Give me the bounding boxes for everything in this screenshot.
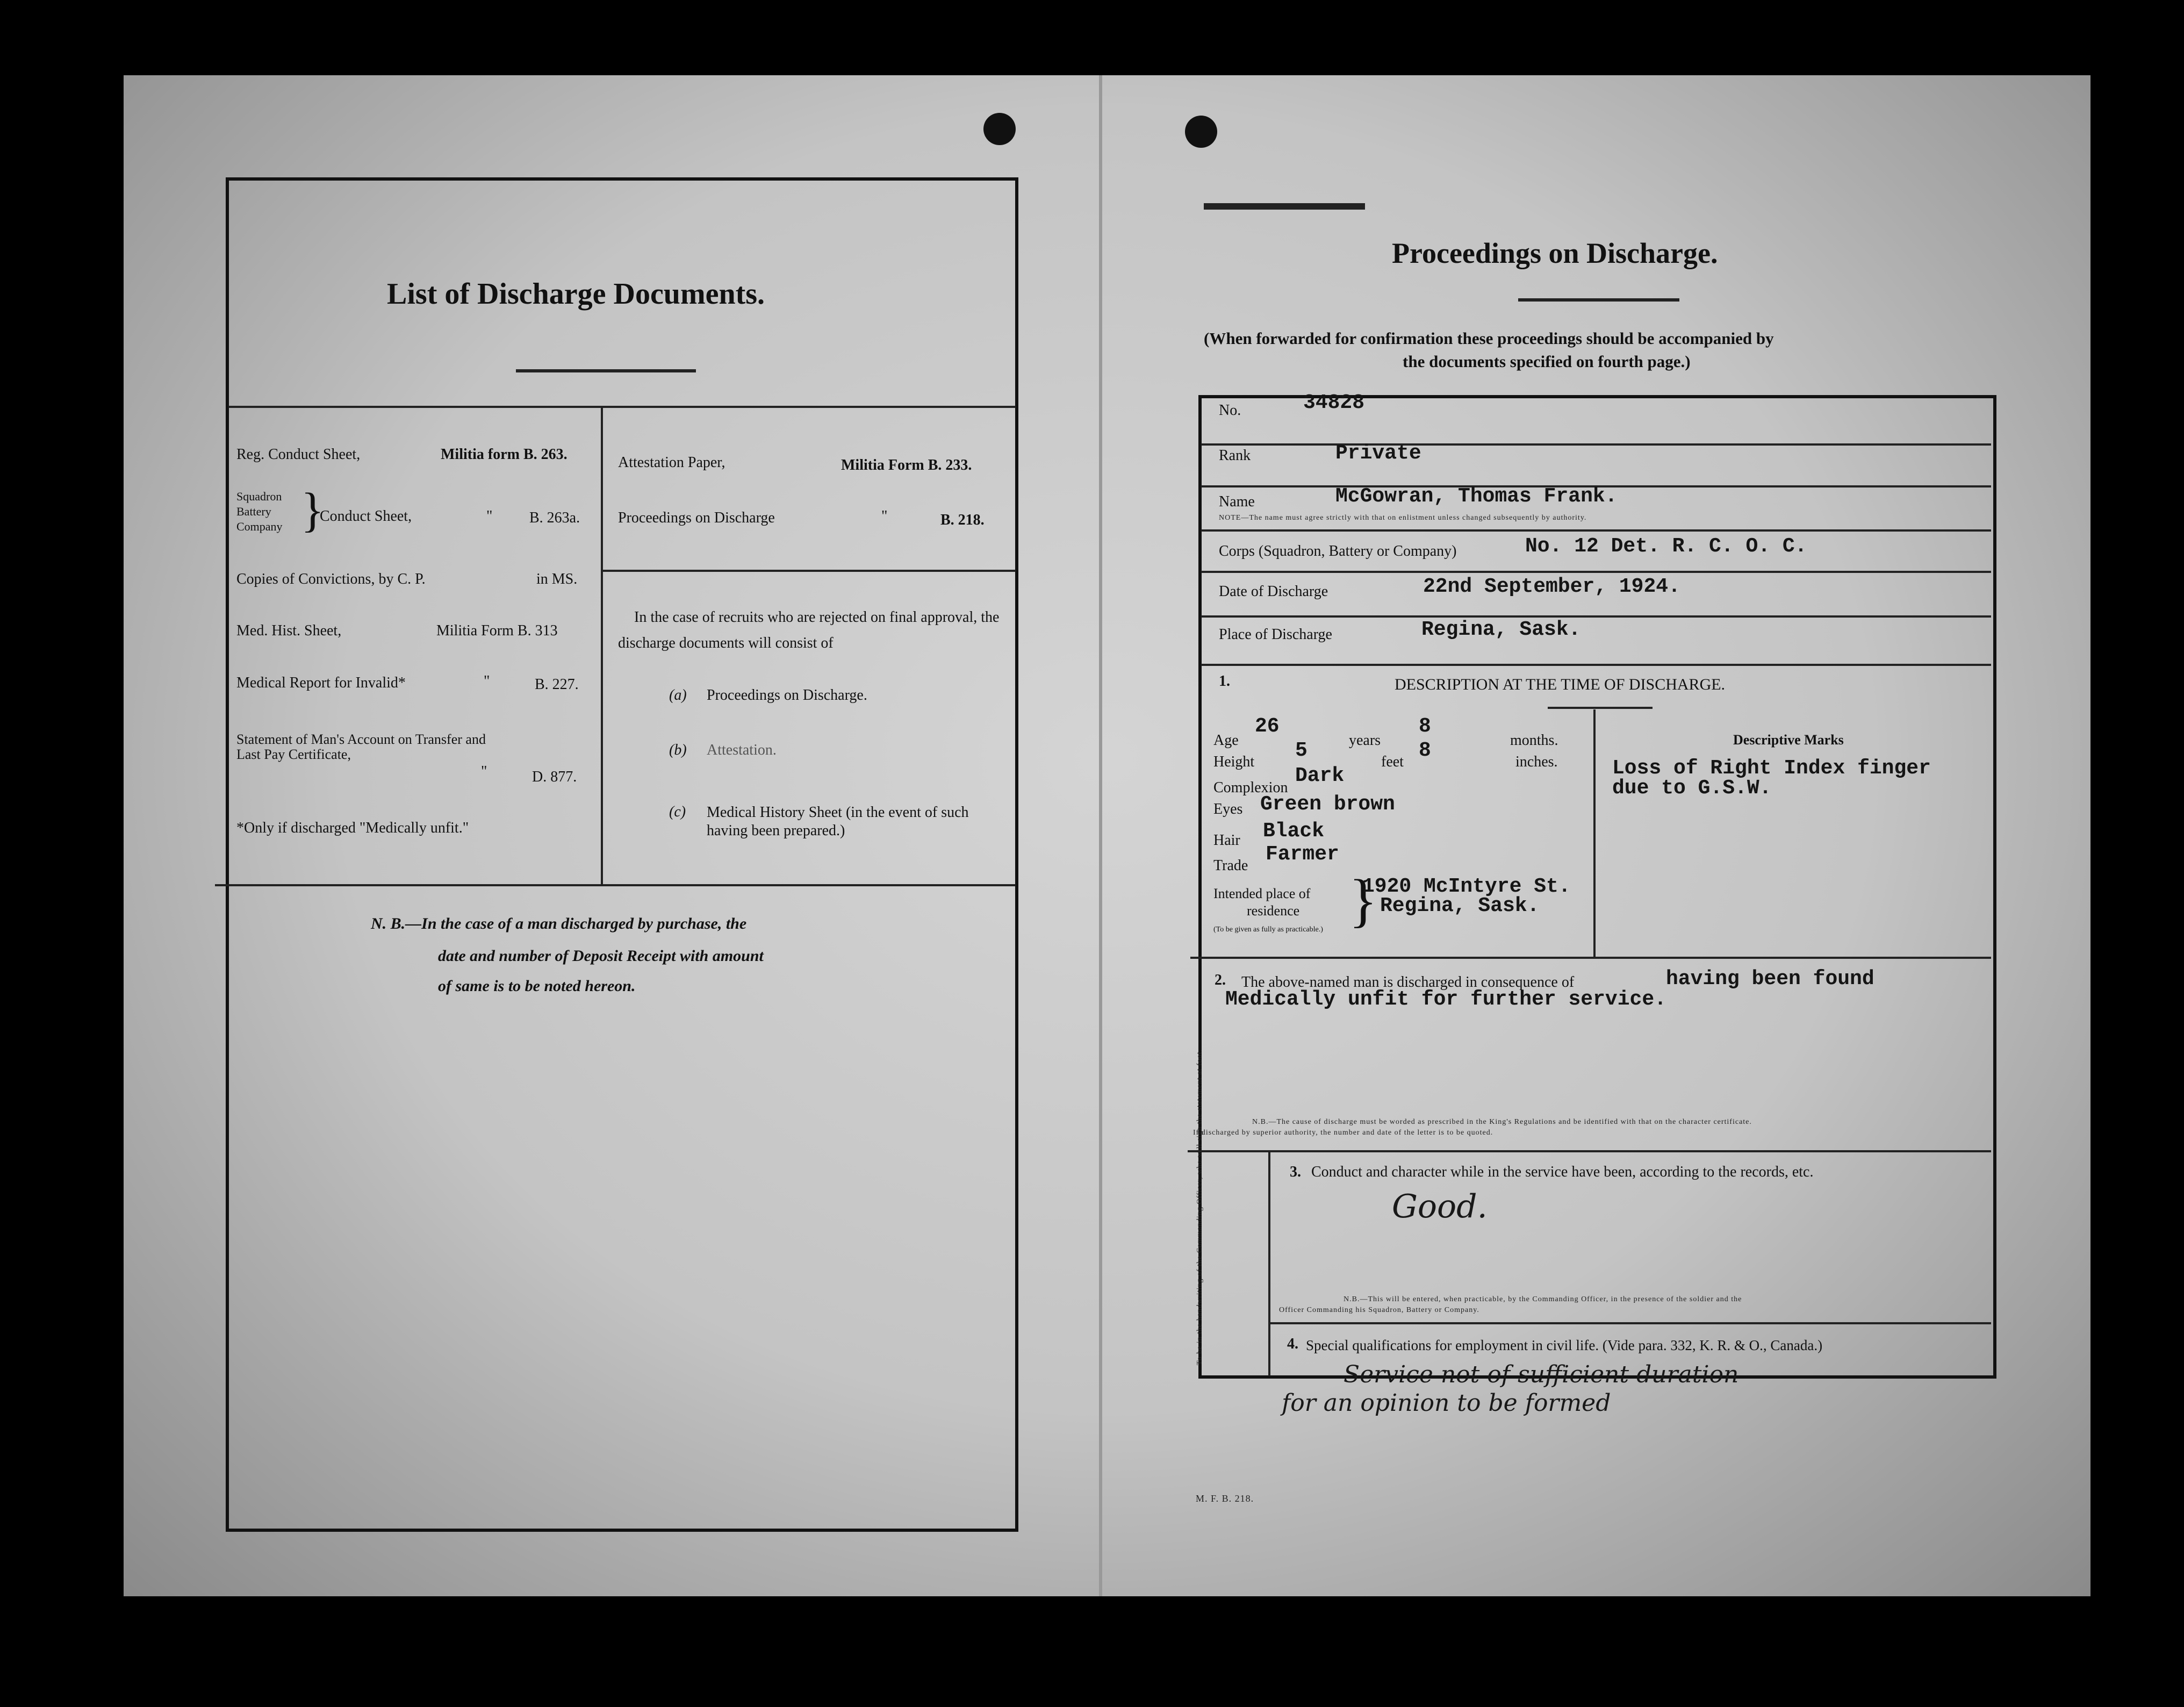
divider	[601, 406, 603, 884]
conduct-value: Good.	[1392, 1188, 1488, 1225]
page-fold	[1099, 75, 1102, 1596]
doc-form: Militia form B. 263.	[441, 446, 567, 463]
doc-form: B. 227.	[535, 676, 579, 693]
unit-line: Company	[236, 520, 283, 533]
field-label: Place of Discharge	[1219, 626, 1332, 643]
rejected-note: In the case of recruits who are rejected on final approval, the discharge documents will consist of	[618, 609, 1000, 651]
marks-line: due to G.S.W.	[1612, 777, 1772, 800]
section-number: 2.	[1215, 972, 1226, 988]
field-label: Name	[1219, 493, 1255, 510]
doc-form: D. 877.	[532, 769, 577, 785]
brace: }	[1349, 867, 1377, 933]
subtitle-line: the documents specified on fourth page.)	[1403, 352, 1691, 371]
discharge-reason: having been found	[1666, 967, 1874, 991]
doc-form: Militia Form B. 313	[436, 622, 558, 639]
title-rule	[516, 369, 696, 372]
name-value: McGowran, Thomas Frank.	[1335, 485, 1618, 508]
field-label: years	[1349, 732, 1381, 749]
nb-line: date and number of Deposit Receipt with amount	[438, 947, 764, 965]
nb-line: of same is to be noted hereon.	[438, 977, 636, 995]
left-page-frame	[226, 177, 1018, 1532]
eyes-value: Green brown	[1260, 793, 1395, 816]
doc-label: Copies of Convictions, by C. P.	[236, 571, 426, 587]
row-divider	[1190, 957, 1991, 959]
field-label: inches.	[1515, 754, 1558, 770]
field-label: Complexion	[1213, 779, 1288, 796]
name-note: NOTE—The name must agree strictly with that on enlistment unless changed subsequently by authority.	[1219, 514, 1587, 522]
field-label: Eyes	[1213, 801, 1243, 817]
hair-value: Black	[1263, 820, 1325, 843]
height-inches: 8	[1419, 739, 1431, 762]
field-label: Age	[1213, 732, 1239, 749]
doc-form: Militia Form B. 233.	[841, 457, 972, 474]
section-heading: DESCRIPTION AT THE TIME OF DISCHARGE.	[1395, 676, 1726, 693]
field-label: Intended place of	[1213, 886, 1311, 901]
field-label: Hair	[1213, 832, 1240, 849]
right-page-title: Proceedings on Discharge.	[1392, 237, 1718, 269]
field-label: residence	[1247, 903, 1300, 919]
nb-line: N. B.—In the case of a man discharged by purchase, the	[371, 915, 747, 933]
section3-note: Officer Commanding his Squadron, Battery or Company.	[1279, 1306, 1479, 1314]
unit-line: Battery	[236, 505, 271, 518]
row-divider	[1201, 529, 1991, 532]
doc-label: Med. Hist. Sheet,	[236, 622, 342, 639]
margin-divider	[1268, 1150, 1270, 1376]
field-label: Rank	[1219, 447, 1251, 464]
ditto-mark: "	[881, 508, 888, 525]
item-text: Medical History Sheet (in the event of such having been prepared.)	[707, 804, 969, 839]
doc-label: Attestation Paper,	[618, 454, 725, 471]
marks-line: Loss of Right Index finger	[1612, 757, 1931, 780]
corps-value: No. 12 Det. R. C. O. C.	[1525, 535, 1807, 558]
complexion-value: Dark	[1295, 764, 1345, 787]
doc-form: B. 218.	[940, 512, 985, 528]
age-years: 26	[1255, 715, 1280, 738]
item-letter: (c)	[669, 804, 686, 820]
section-text: The above-named man is discharged in consequence of	[1241, 974, 1575, 991]
doc-label: Conduct Sheet,	[320, 508, 412, 525]
item-text: Proceedings on Discharge.	[707, 687, 867, 704]
field-label: Height	[1213, 754, 1255, 770]
column-divider	[1593, 709, 1596, 957]
item-text: Attestation.	[707, 742, 777, 758]
residence-line: 1920 McIntyre St.	[1362, 875, 1571, 898]
row-divider	[1201, 443, 1991, 446]
field-label: Trade	[1213, 857, 1248, 874]
ditto-mark: "	[481, 763, 487, 780]
field-label: Date of Discharge	[1219, 583, 1328, 600]
doc-label: Statement of Man's Account on Transfer and Last Pay Certificate,	[236, 731, 486, 762]
item-letter: (a)	[669, 687, 687, 704]
divider	[215, 884, 1016, 886]
row-divider	[1188, 1150, 1991, 1152]
height-feet: 5	[1295, 739, 1307, 762]
section-text: Special qualifications for employment in civil life. (Vide para. 332, K. R. & O., Canada.)	[1306, 1337, 1823, 1353]
section2-note: If discharged by superior authority, the number and date of the letter is to be quoted.	[1193, 1129, 1493, 1137]
field-label: Corps (Squadron, Battery or Company)	[1219, 543, 1457, 560]
row-divider	[1268, 1322, 1991, 1324]
rank-value: Private	[1335, 442, 1421, 465]
punch-hole	[983, 113, 1016, 145]
section-number: 4.	[1287, 1336, 1298, 1352]
brace: }	[301, 484, 325, 537]
service-number: 34828	[1303, 391, 1365, 414]
item-letter: (b)	[669, 742, 687, 758]
punch-hole	[1185, 116, 1217, 148]
ditto-mark: "	[486, 508, 493, 525]
doc-label: Proceedings on Discharge	[618, 510, 775, 526]
divider	[228, 406, 1016, 408]
field-label: feet	[1381, 754, 1404, 770]
margin-note: To be in the handwriting of the Commanding Officer, who will sign the statement at foot.	[1196, 1049, 1204, 1365]
section3-note: N.B.—This will be entered, when practicable, by the Commanding Officer, in the presence of the soldier and the	[1344, 1295, 1742, 1303]
residence-note: (To be given as fully as practicable.)	[1213, 926, 1323, 934]
age-months: 8	[1419, 715, 1431, 738]
discharge-place: Regina, Sask.	[1421, 618, 1581, 641]
doc-label: Reg. Conduct Sheet,	[236, 446, 361, 463]
marks-label: Descriptive Marks	[1733, 732, 1844, 748]
divider	[601, 570, 1016, 572]
unit-lines	[236, 489, 283, 534]
header-smallprint-smudge	[1204, 203, 1365, 210]
doc-form: in MS.	[536, 571, 578, 587]
title-rule	[1518, 298, 1679, 302]
doc-form: B. 263a.	[529, 510, 580, 526]
section-number: 1.	[1219, 673, 1230, 690]
ditto-mark: "	[484, 673, 490, 690]
form-code: M. F. B. 218.	[1196, 1493, 1254, 1504]
discharge-date: 22nd September, 1924.	[1423, 575, 1680, 598]
field-label: No.	[1219, 402, 1241, 419]
section2-note: N.B.—The cause of discharge must be worded as prescribed in the King's Regulations and be identified with that on the character certificate.	[1252, 1118, 1752, 1126]
section-text: Conduct and character while in the service have been, according to the records, etc.	[1311, 1164, 1814, 1180]
qualifications-line: Service not of sufficient duration	[1344, 1361, 1739, 1388]
trade-value: Farmer	[1266, 843, 1339, 866]
left-page-title: List of Discharge Documents.	[387, 277, 765, 311]
row-divider	[1201, 571, 1991, 573]
row-divider	[1201, 615, 1991, 618]
row-divider	[1201, 664, 1991, 666]
footnote: *Only if discharged "Medically unfit."	[236, 820, 469, 836]
subtitle-line: (When forwarded for confirmation these proceedings should be accompanied by	[1204, 329, 1774, 348]
qualifications-line: for an opinion to be formed	[1282, 1389, 1611, 1417]
section-number: 3.	[1290, 1164, 1301, 1180]
heading-rule	[1548, 707, 1653, 709]
discharge-reason: Medically unfit for further service.	[1225, 988, 1666, 1011]
doc-label: Medical Report for Invalid*	[236, 675, 406, 691]
unit-line: Squadron	[236, 490, 282, 503]
residence-line: Regina, Sask.	[1380, 894, 1540, 917]
field-label: months.	[1510, 732, 1558, 749]
